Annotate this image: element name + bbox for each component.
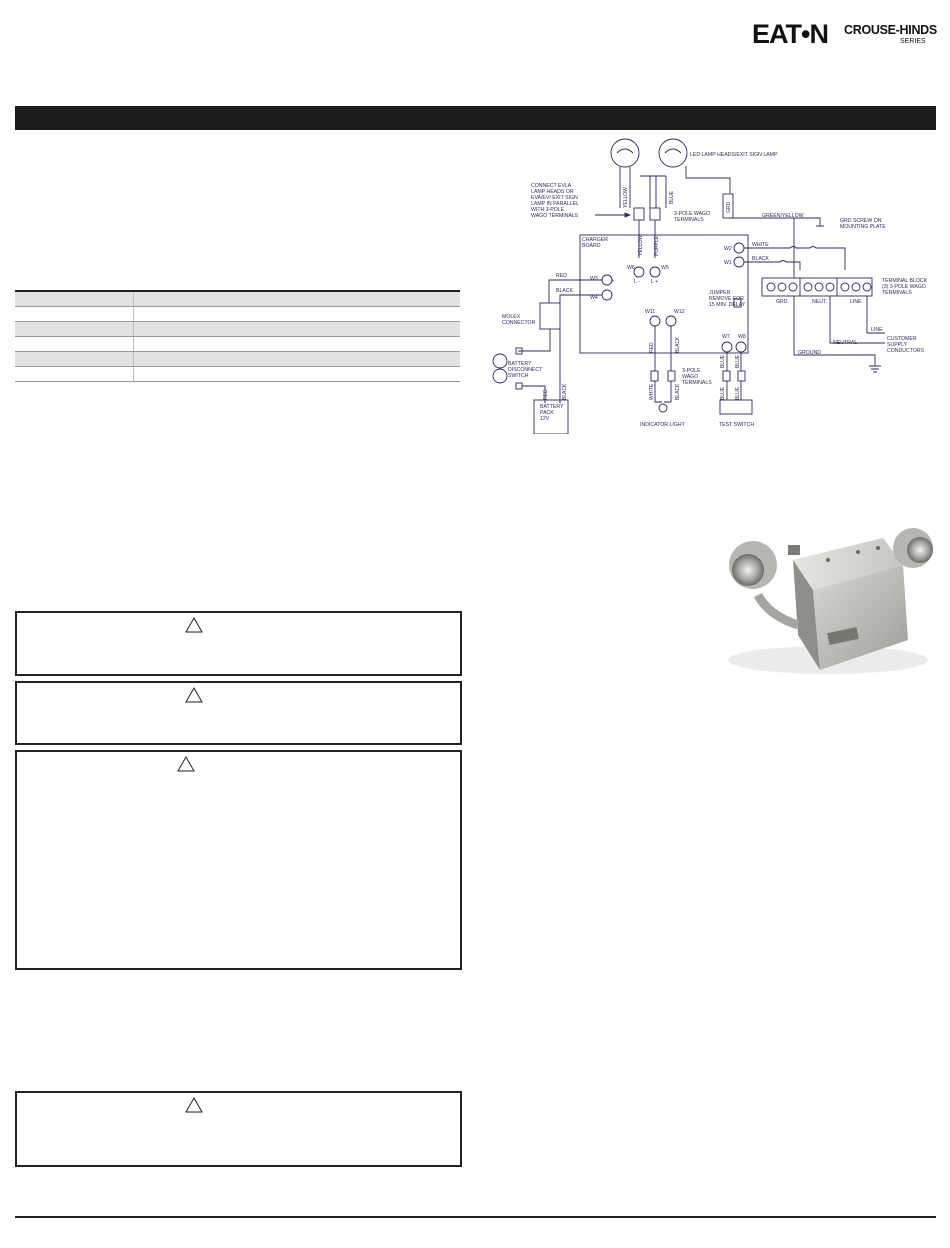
eaton-logo — [752, 20, 942, 50]
table-row — [15, 322, 460, 337]
table-row — [15, 307, 460, 322]
label-minus: - — [611, 293, 613, 299]
table-row — [15, 337, 460, 352]
label-w3: W3 — [590, 276, 598, 282]
warning-triangle-icon — [177, 756, 195, 772]
label-red: RED — [556, 273, 567, 279]
label-white: WHITE — [752, 242, 769, 248]
label-line-block: LINE — [850, 299, 862, 305]
table-row — [15, 352, 460, 367]
label-battery-1: BATTERY — [540, 404, 564, 410]
label-switch-1: BATTERY — [508, 361, 532, 367]
warning-triangle-icon — [185, 617, 203, 633]
label-grd-screw-1: GRD SCREW ON — [840, 218, 882, 224]
label-blue-w7-low: BLUE — [720, 386, 726, 400]
wiring-diagram — [490, 138, 930, 434]
label-wago-top-1: 3-POLE WAGO — [674, 211, 711, 217]
label-charger-1: CHARGER — [582, 237, 608, 243]
label-grd-wire: GRD — [726, 201, 732, 213]
label-grd-screw-2: MOUNTING PLATE — [840, 224, 886, 230]
label-connect-note-1: CONNECT EVLA — [531, 183, 572, 189]
table-row — [15, 367, 460, 382]
label-black-left: BLACK — [556, 288, 574, 294]
label-molex-1: MOLEX — [502, 314, 521, 320]
label-molex-2: CONNECTOR — [502, 320, 536, 326]
label-w11: W11 — [645, 309, 656, 315]
label-test-switch: TEST SWITCH — [719, 422, 755, 428]
warning-triangle-icon — [185, 1097, 203, 1113]
label-neutral: NEUTRAL — [833, 340, 858, 346]
label-w2: W2 — [724, 246, 732, 252]
label-connect-note-5: WITH 3-POLE — [531, 207, 565, 213]
section-banner — [15, 106, 936, 130]
label-blue-top: BLUE — [669, 190, 675, 204]
table-row — [15, 292, 460, 307]
lamp-head-left — [611, 139, 639, 167]
label-grd: GRD. — [776, 299, 789, 305]
label-customer-3: CONDUCTORS — [887, 348, 925, 354]
label-switch-3: SWITCH — [508, 373, 529, 379]
label-battery-2: PACK — [540, 410, 554, 416]
label-battery-3: 12V — [540, 416, 550, 422]
label-red-battery: RED — [543, 389, 549, 400]
product-photo — [698, 520, 938, 680]
label-customer-1: CUSTOMER — [887, 336, 917, 342]
label-yellow-top: YELLOW — [623, 187, 629, 208]
lamp-head-right — [659, 139, 687, 167]
label-blue-w8-low: BLUE — [735, 386, 741, 400]
label-led-heads: LED LAMP HEADS/EXIT SIGN LAMP — [690, 152, 778, 158]
label-terminal-block-2: (3) 3-POLE WAGO — [882, 284, 926, 290]
label-w8: W8 — [738, 334, 746, 340]
label-indicator-light: INDICATOR LIGHT — [640, 422, 685, 428]
label-black-battery: BLACK — [562, 383, 568, 400]
footer-rule — [15, 1216, 936, 1218]
label-blue-w7: BLUE — [720, 354, 726, 368]
label-charger-2: BOARD — [582, 243, 601, 249]
warning-box — [15, 681, 462, 745]
label-jumper-2: REMOVE FOR — [709, 296, 744, 302]
label-blue-w8: BLUE — [735, 354, 741, 368]
label-plus: + — [611, 278, 615, 284]
label-wago-bottom-2: WAGO — [682, 374, 699, 380]
label-w6: W6 — [627, 265, 635, 271]
label-w7: W7 — [722, 334, 730, 340]
label-wago-bottom-3: TERMINALS — [682, 380, 712, 386]
label-black-w12: BLACK — [675, 336, 681, 353]
series-label: SERIES — [900, 38, 926, 45]
warning-triangle-icon — [185, 687, 203, 703]
label-wago-bottom-1: 3-POLE — [682, 368, 701, 374]
label-connect-note-6: WAGO TERMINALS — [531, 213, 579, 219]
label-connect-note-3: EVA/EVI EXIT SIGN — [531, 195, 578, 201]
label-customer-2: SUPPLY — [887, 342, 908, 348]
label-terminal-block-1: TERMINAL BLOCK — [882, 278, 928, 284]
label-wago-top-2: TERMINALS — [674, 217, 704, 223]
label-jumper-1: JUMPER — [709, 290, 731, 296]
label-ground: GROUND — [798, 350, 822, 356]
label-connect-note-4: LAMP IN PARALLEL — [531, 201, 579, 207]
warning-box — [15, 611, 462, 676]
label-purple-board: PURPLE — [654, 235, 660, 256]
label-red-w11: RED — [649, 342, 655, 353]
label-black-bottom: BLACK — [675, 383, 681, 400]
label-w4: W4 — [590, 295, 598, 301]
label-w5: W5 — [661, 265, 669, 271]
label-jumper-3: 15 MIN. DELAY — [709, 302, 746, 308]
label-w1: W1 — [724, 260, 732, 266]
warning-box — [15, 750, 462, 970]
label-white-bottom: WHITE — [649, 383, 655, 400]
label-neut: NEUT. — [812, 299, 827, 305]
spec-table — [15, 290, 460, 382]
label-yellow-board: YELLOW — [638, 235, 644, 256]
label-w12: W12 — [674, 309, 685, 315]
label-connect-note-2: LAMP HEADS OR — [531, 189, 574, 195]
brand-name: EAT•N — [752, 19, 828, 49]
product-line: CROUSE-HINDS — [844, 23, 937, 37]
label-line: LINE — [871, 327, 883, 333]
warning-box — [15, 1091, 462, 1167]
label-l-plus: L + — [651, 279, 659, 285]
label-switch-2: DISCONNECT — [508, 367, 543, 373]
label-terminal-block-3: TERMINALS — [882, 290, 912, 296]
label-l-minus: L - — [634, 279, 640, 285]
label-green-yellow: GREEN/YELLOW — [762, 213, 804, 219]
label-black-top: BLACK — [752, 256, 770, 262]
